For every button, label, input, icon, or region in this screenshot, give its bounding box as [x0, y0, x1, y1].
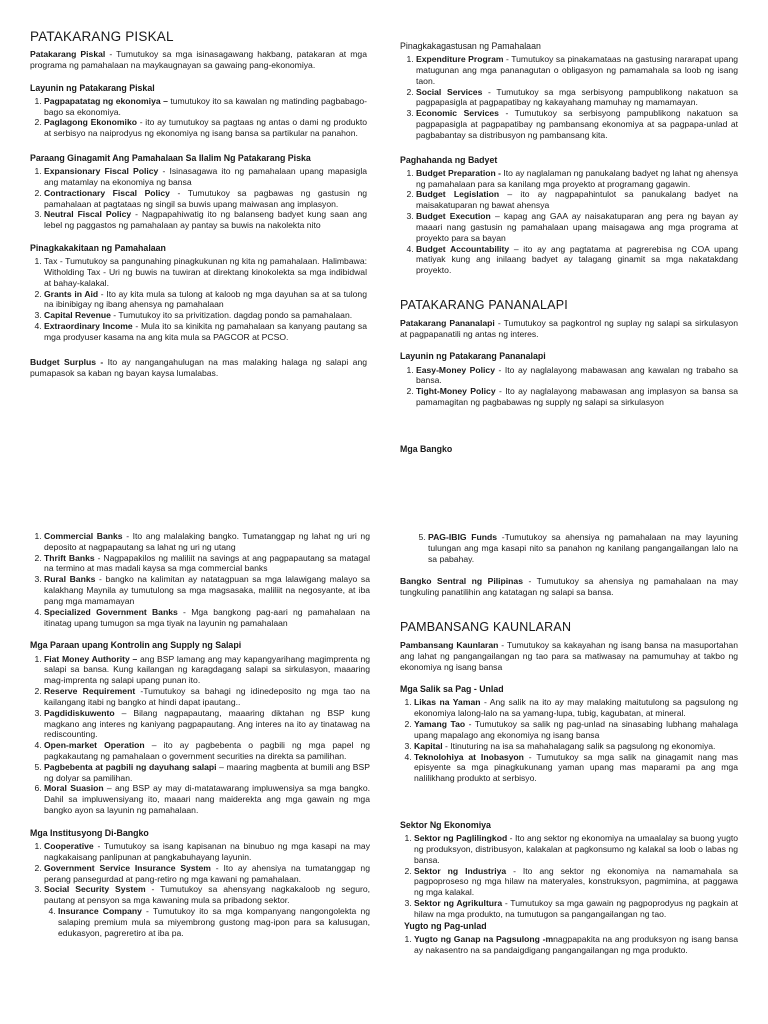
top-left-column	[30, 28, 367, 378]
pinagkakagastusan-heading: Pinagkakagastusan ng Pamahalaan	[400, 41, 541, 51]
list-item: 4. Open-market Operation – ito ay pagbebenta o pagbili ng mga papel ng pagkakautang ng pamahalaan o government securities na direkta sa pamilihan.	[44, 740, 370, 762]
yugto-heading: Yugto ng Pag-unlad	[404, 920, 487, 931]
list-item: 3. Capital Revenue - Tumutukoy ito sa privitization. dagdag pondo sa pamahalaan.	[44, 310, 367, 321]
institusyon-section	[30, 828, 370, 939]
piskal-definition: Patakarang Piskal - Tumutukoy sa mga isinasagawang hakbang, patakaran at mga programa ng pamahalaan na maykaugnayan sa gawaing pang-ekonomiya.	[30, 49, 367, 70]
list-item: 1. Expenditure Program - Tumutukoy sa pinakamataas na gastusing nararapat upang matugunan ang mga pananagutan o obligasyon ng pamamahala sa loob ng isang taon.	[416, 54, 738, 86]
list-item: 1. Easy-Money Policy - Ito ay naglalayong mabawasan ang kawalan ng trabaho sa bansa.	[416, 365, 738, 387]
badyet-heading: Paghahanda ng Badyet	[400, 154, 498, 165]
badyet-list	[400, 168, 738, 276]
list-item: 4. Insurance Company - Tumutukoy ito sa mga kompanyang nangongolekta ng salaping premium mula sa miyembrong gustong mag-ipon para sa kalusugan, edukasyon, pagreretiro at iba pa.	[58, 906, 370, 938]
kontrolin-section	[30, 640, 370, 816]
pinagkakakitaan-heading: Pinagkakakitaan ng Pamahalaan	[30, 243, 166, 254]
pananalapi-title: PATAKARANG PANANALAPI	[400, 298, 568, 313]
salik-heading: Mga Salik sa Pag - Unlad	[400, 684, 504, 695]
piskal-layunin-heading: Layunin ng Patakarang Piskal	[30, 82, 155, 93]
list-item: 2. Paglagong Ekonomiko - ito ay tumutukoy sa pagtaas ng antas o dami ng produkto at serbisyo na naiprodyus ng ekonomiya ng isang bansa sa partikular na panahon.	[44, 117, 367, 139]
institusyon-heading: Mga Institusyong Di-Bangko	[30, 827, 149, 838]
pananalapi-layunin-section	[400, 351, 738, 407]
pagibig-list	[400, 532, 738, 564]
kontrolin-heading: Mga Paraan upang Kontrolin ang Supply ng Salapi	[30, 640, 242, 651]
list-item: 2. Thrift Banks - Nagpapakilos ng maliliit na savings at ang pagpapautang sa matagal na termino at mas madali kaysa sa mga commercial banks	[44, 553, 370, 575]
list-item: 2. Contractionary Fiscal Policy - Tumutukoy sa pagbawas ng gastusin ng pamahalaan at pagtataas ng singil sa buwis upang maiwasan ang implasyon.	[44, 188, 367, 210]
list-item: 3. Budget Execution – kapag ang GAA ay naisakatuparan ang pera ng bayan ay maaari nang gastusin ng pamahalaan upang maisagawa ang mga programa at proyekto para sa bayan	[416, 211, 738, 243]
piskal-layunin-section	[30, 83, 367, 139]
list-item: 3. Neutral Fiscal Policy - Nagpapahiwatig ito ng balanseng badyet kung saan ang lebel ng paggastos ng pamahalaan ay pantay sa buwis na nakolekta nito	[44, 209, 367, 231]
bsp-definition: Bangko Sentral ng Pilipinas - Tumutukoy sa ahensiya ng pamahalaan na may tungkuling panatilihin ang katatagan ng salapi sa bansa.	[400, 576, 738, 598]
list-item: 3. Social Security System - Tumutukoy sa ahensyang nagkakaloob ng seguro, pautang at pensyon sa mga kawaning mula sa pribadong sektor.	[44, 884, 370, 906]
list-item: 3. Pagdidiskuwento – Bilang nagpapautang, maaaring diktahan ng BSP kung magkano ang interes ng kaniyang pagpapautang. Ang interes na ito ay tinatawag na rediscounting.	[44, 708, 370, 740]
list-item: 3. Economic Services - Tumutukoy sa serbisyong pampublikong nakatuon sa pagpapasigla at pagpapatibay ng pambansang ekonomiya at sa pagpapa-unlad at pagbabantay sa distribusyon ng pambansang kita.	[416, 108, 738, 140]
badyet-section	[400, 155, 738, 276]
bangko-list	[30, 531, 370, 628]
pinagkakagastusan-section	[400, 41, 738, 141]
list-item: 1. Tax - Tumutukoy sa pangunahing pinagkukunan ng kita ng pamahalaan. Halimbawa: Witholding Tax - Uri ng buwis na tuwiran at direktang kinokolekta sa mga indibidwal at bahay-kalakal.	[44, 256, 367, 288]
institusyon-list	[30, 841, 370, 938]
list-item: 2. Reserve Requirement -Tumutukoy sa bahagi ng idinedeposito ng mga tao na kailangang itabi ng bangko at hindi dapat ipautang..	[44, 686, 370, 708]
yugto-list	[400, 934, 738, 956]
list-item: 3. Kapital - Itinuturing na isa sa mahahalagang salik sa pagsulong ng ekonomiya.	[414, 741, 738, 752]
list-item: 1. Cooperative - Tumutukoy sa isang kapisanan na binubuo ng mga kasapi na may nagkakaisang panlipunan at pangkabuhayang layunin.	[44, 841, 370, 863]
piskal-paraan-section	[30, 153, 367, 231]
mga-bangko-heading: Mga Bangko	[400, 443, 453, 454]
piskal-layunin-list	[30, 96, 367, 139]
budget-surplus: Budget Surplus - Ito ay nangangahulugan na mas malaking halaga ng salapi ang pumapasok sa kaban ng bayan kaysa lumalabas.	[30, 356, 367, 378]
sektor-section	[400, 820, 738, 955]
piskal-title: PATAKARANG PISKAL	[30, 29, 174, 44]
sektor-heading: Sektor Ng Ekonomiya	[400, 820, 491, 831]
list-item: 3. Rural Banks - bangko na kalimitan ay natatagpuan sa mga lalawigang malayo sa kalakhang Maynila ay tumutulong sa mga magsasaka, maliliit na negosyante, at iba pang mga mamamayan	[44, 574, 370, 606]
pinagkakakitaan-section	[30, 243, 367, 343]
list-item: 1. Expansionary Fiscal Policy - Isinasagawa ito ng pamahalaan upang mapasigla ang matamlay na ekonomiya ng bansa	[44, 166, 367, 188]
pananalapi-layunin-heading: Layunin ng Patakarang Pananalapi	[400, 351, 546, 362]
list-item: 4. Extraordinary Income - Mula ito sa kinikita ng pamahalaan sa kanyang pautang sa mga prodyuser kasama na ang kita mula sa PAGCOR at PCSO.	[44, 321, 367, 343]
list-item: 2. Grants in Aid - Ito ay kita mula sa tulong at kaloob ng mga dayuhan sa at sa tulong na ibinibigay ng ibang ahensya ng pamahalaan	[44, 289, 367, 311]
list-item: 1. Fiat Money Authority – ang BSP lamang ang may kapangyarihang magimprenta ng salapi sa bansa. Kung kailangan ng karagdagang salapi sa sirkulasyon, maaaring mag-imprenta ng salapi upang punan ito.	[44, 654, 370, 686]
top-right-column	[400, 41, 738, 457]
list-item: 1. Budget Preparation - Ito ay naglalaman ng panukalang badyet ng lahat ng ahensya ng pamahalaan para sa kanilang mga proyekto at programang gagawin.	[416, 168, 738, 190]
list-item: 2. Government Service Insurance System - Ito ay ahensiya na tumatanggap ng perang pansegurdad at pang-retiro ng mga kawani ng pamahalaan.	[44, 863, 370, 885]
list-item: 5. PAG-IBIG Funds -Tumutukoy sa ahensiya ng pamahalaan na may layuning tulungan ang mga kasapi nito sa panahon ng kanilang pangangailangan lalo na sa pabahay.	[428, 532, 738, 564]
list-item: 2. Tight-Money Policy - Ito ay naglalayong mabawasan ang implasyon sa bansa sa pamamagitan ng pagbabawas ng supply ng salapi sa sirkulasyon	[416, 386, 738, 408]
kaunlaran-definition: Pambansang Kaunlaran - Tumutukoy sa kakayahan ng isang bansa na masuportahan ang lahat ng pangangailangan ng tao para sa matiwasay na pamumuhay at takbo ng ekonomiya ng isang bansa	[400, 639, 738, 672]
list-item: 6. Moral Suasion – ang BSP ay may di-matatawarang impluwensiya sa mga bangko. Dahil sa impluwensiyang ito, maaari nang maiderekta ang mga gawain ng mga bangko ayon sa layunin ng pamahalaan.	[44, 783, 370, 815]
list-item: 1. Pagpapatatag ng ekonomiya – tumutukoy ito sa kawalan ng matinding pagbabago-bago sa ekonomiya.	[44, 96, 367, 118]
salik-section	[400, 684, 738, 784]
bottom-left-column	[30, 529, 370, 938]
list-item: 4. Budget Accountability – ito ay ang pagtatama at pagrerebisa ng COA upang matiyak kung ang inilaang badyet ay talagang ginamit sa mga nakatakdang proyekto.	[416, 244, 738, 276]
list-item: 3. Sektor ng Agrikultura - Tumutukoy sa mga gawain ng pagpoprodyus ng pagkain at hilaw na mga produkto, na tumutugon sa pangangailangan ng tao.	[414, 898, 738, 920]
pinagkakakitaan-list	[30, 256, 367, 343]
list-item: 1. Commercial Banks - Ito ang malalaking bangko. Tumatanggap ng lahat ng uri ng deposito at nagpapautang sa lahat ng uri ng utang	[44, 531, 370, 553]
list-item: 1. Likas na Yaman - Ang salik na ito ay may malaking maitutulong sa pagsulong ng ekonomiya lalong-lalo na sa yamang-lupa, tubig, kagubatan, at mineral.	[414, 697, 738, 719]
bottom-right-column	[400, 530, 738, 956]
list-item: 2. Budget Legislation – ito ay nagpapahintulot sa panukalang badyet na maisakatuparan ng bawat ahensya	[416, 189, 738, 211]
list-item: 2. Sektor ng Industriya - Ito ang sektor ng ekonomiya na namamahala sa pagpoproseso ng mga hilaw na materyales, konstruksyon, pagmimina, at paggawa ng mga kalakal.	[414, 866, 738, 898]
pinagkakagastusan-list	[400, 54, 738, 141]
piskal-paraan-list	[30, 166, 367, 231]
pananalapi-definition: Patakarang Pananalapi - Tumutukoy sa pagkontrol ng suplay ng salapi sa sirkulasyon at pagpapanatili ng antas ng interes.	[400, 317, 738, 339]
list-item: 4. Specialized Government Banks - Mga bangkong pag-aari ng pamahalaan na itinatag upang tumugon sa mga tiyak na layunin ng pamahalaan	[44, 607, 370, 629]
list-item: 1. Sektor ng Paglilingkod - Ito ang sektor ng ekonomiya na umaalalay sa buong yugto ng produksyon, distribusyon, kalakalan at pagkonsumo ng kalakal sa loob o labas ng bansa.	[414, 833, 738, 865]
list-item: 2. Social Services - Tumutukoy sa mga serbisyong pampublikong nakatuon sa pagpapasigla at pagpapatibay ng kakayahang mamuhay ng mamamayan.	[416, 87, 738, 109]
list-item: 2. Yamang Tao - Tumutukoy sa salik ng pag-unlad na sinasabing lubhang mahalaga upang mapalago ang ekonomiya ng isang bansa	[414, 719, 738, 741]
sektor-list	[400, 833, 738, 920]
kontrolin-list	[30, 654, 370, 816]
list-item: 5. Pagbebenta at pagbili ng dayuhang salapi – maaring magbenta at bumili ang BSP ng dolyar sa pamilihan.	[44, 762, 370, 784]
kaunlaran-title: PAMBANSANG KAUNLARAN	[400, 620, 572, 635]
pananalapi-layunin-list	[400, 365, 738, 408]
piskal-paraan-heading: Paraang Ginagamit Ang Pamahalaan Sa Ilalim Ng Patakarang Piska	[30, 153, 311, 164]
salik-list	[400, 697, 738, 784]
list-item: 4. Teknolohiya at Inobasyon - Tumutukoy sa mga salik na ginagamit nang mas episyente sa mga pinagkukunang yaman upang mas maparami pa ang mga nalilikhang produkto at serbisyo.	[414, 752, 738, 784]
list-item: 1. Yugto ng Ganap na Pagsulong -mnagpapakita na ang produksyon ng isang bansa ay nakasentro na sa pandaigdigang pangangailangan ng mga produkto.	[414, 934, 738, 956]
